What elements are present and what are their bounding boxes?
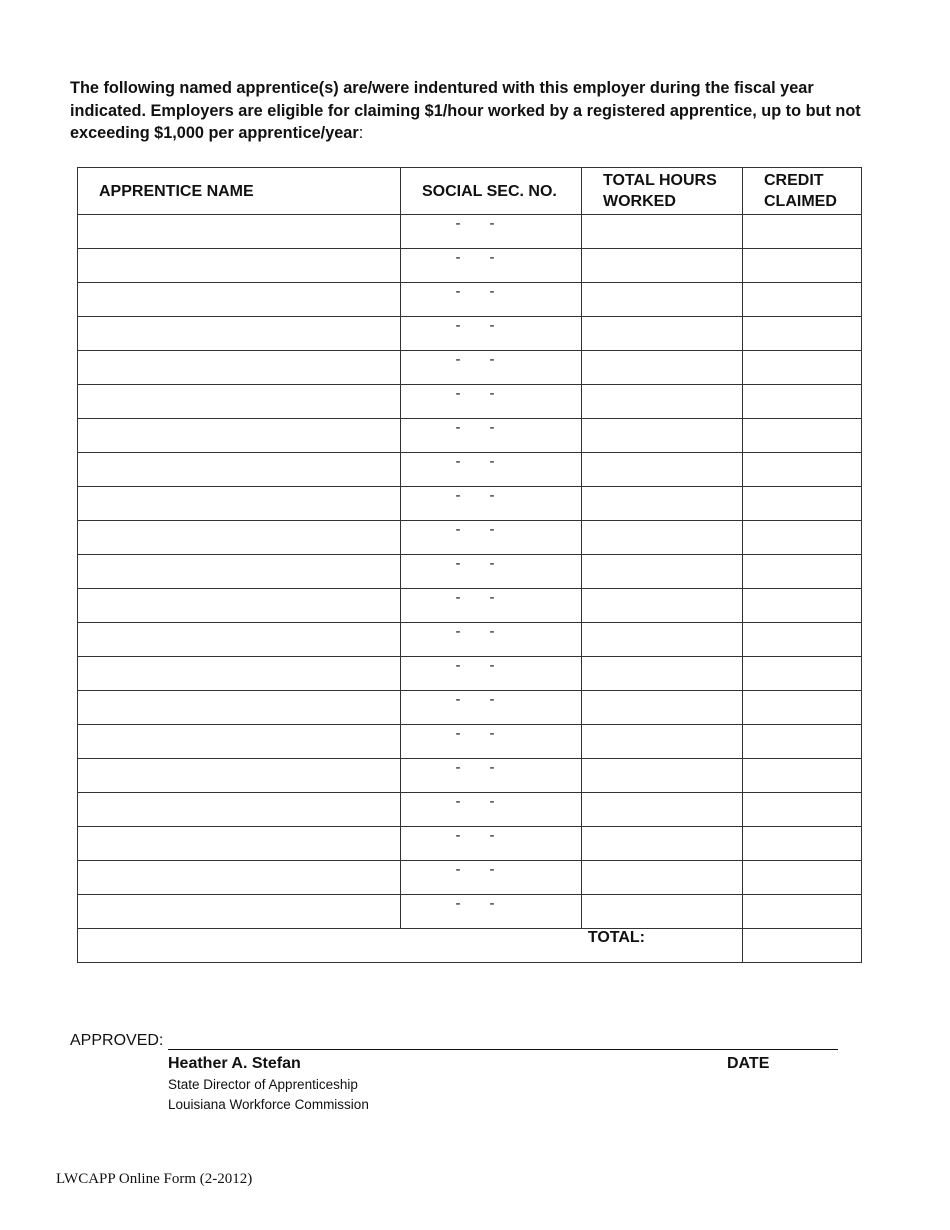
- credit-claimed-field[interactable]: [743, 827, 862, 861]
- ssn-dash: -: [489, 657, 495, 674]
- social-sec-no-field[interactable]: [401, 487, 582, 521]
- credit-claimed-field[interactable]: [743, 419, 862, 453]
- table-row: [78, 521, 862, 555]
- ssn-dash: -: [489, 861, 495, 878]
- total-hours-field[interactable]: [582, 351, 743, 385]
- table-row: [78, 487, 862, 521]
- social-sec-no-field[interactable]: [401, 691, 582, 725]
- social-sec-no-field[interactable]: [401, 521, 582, 555]
- credit-claimed-field[interactable]: [743, 657, 862, 691]
- apprentice-name-field[interactable]: [78, 351, 401, 385]
- ssn-dash: -: [455, 895, 461, 912]
- total-hours-field[interactable]: [582, 453, 743, 487]
- ssn-dash: -: [489, 351, 495, 368]
- intro-paragraph: [70, 77, 890, 145]
- total-hours-field[interactable]: [582, 487, 743, 521]
- ssn-dash: -: [455, 351, 461, 368]
- ssn-dash: -: [455, 861, 461, 878]
- social-sec-no-field[interactable]: [401, 351, 582, 385]
- ssn-dash: -: [455, 215, 461, 232]
- table-row: [78, 453, 862, 487]
- credit-claimed-field[interactable]: [743, 317, 862, 351]
- ssn-dash: -: [455, 249, 461, 266]
- social-sec-no-field[interactable]: [401, 793, 582, 827]
- total-hours-field[interactable]: [582, 657, 743, 691]
- header-social-sec-no: SOCIAL SEC. NO.: [401, 168, 582, 215]
- ssn-dash: -: [455, 691, 461, 708]
- total-hours-field[interactable]: [582, 589, 743, 623]
- ssn-dash: -: [455, 657, 461, 674]
- credit-claimed-field[interactable]: [743, 589, 862, 623]
- total-hours-field[interactable]: [582, 861, 743, 895]
- apprentice-name-field[interactable]: [78, 691, 401, 725]
- header-total-hours-worked: TOTAL HOURS WORKED: [582, 168, 743, 215]
- ssn-dash: -: [455, 487, 461, 504]
- ssn-dash: -: [489, 385, 495, 402]
- social-sec-no-field[interactable]: [401, 861, 582, 895]
- total-hours-field[interactable]: [582, 249, 743, 283]
- social-sec-no-field[interactable]: [401, 725, 582, 759]
- table-row: [78, 215, 862, 249]
- ssn-dash: -: [455, 555, 461, 572]
- ssn-dash: -: [489, 725, 495, 742]
- social-sec-no-field[interactable]: [401, 453, 582, 487]
- credit-claimed-field[interactable]: [743, 793, 862, 827]
- credit-claimed-field[interactable]: [743, 555, 862, 589]
- table-row: [78, 623, 862, 657]
- table-body: [78, 215, 862, 929]
- ssn-dash: -: [489, 521, 495, 538]
- credit-claimed-field[interactable]: [743, 521, 862, 555]
- ssn-dash: -: [455, 385, 461, 402]
- ssn-dash: -: [489, 215, 495, 232]
- credit-claimed-field[interactable]: [743, 215, 862, 249]
- ssn-dash: -: [489, 453, 495, 470]
- credit-claimed-field[interactable]: [743, 351, 862, 385]
- social-sec-no-field[interactable]: [401, 895, 582, 929]
- intro-text: The following named apprentice(s) are/were indentured with this employer during the fiscal year indicated. Employers are eligible for claiming $1/hour worked by a registered apprentice, up to but not exceeding $1,000 per apprentice/year: [70, 79, 861, 142]
- ssn-dash: -: [455, 793, 461, 810]
- apprentice-name-field[interactable]: [78, 793, 401, 827]
- ssn-dash: -: [489, 283, 495, 300]
- apprentice-name-field[interactable]: [78, 895, 401, 929]
- table-row: [78, 283, 862, 317]
- credit-claimed-field[interactable]: [743, 249, 862, 283]
- signer-organization: Louisiana Workforce Commission: [168, 1097, 369, 1112]
- ssn-dash: -: [455, 759, 461, 776]
- social-sec-no-field[interactable]: [401, 589, 582, 623]
- credit-claimed-field[interactable]: [743, 623, 862, 657]
- total-hours-field[interactable]: [582, 555, 743, 589]
- credit-claimed-field[interactable]: [743, 453, 862, 487]
- table-row: [78, 351, 862, 385]
- ssn-dash: -: [489, 487, 495, 504]
- total-hours-field[interactable]: [582, 725, 743, 759]
- social-sec-no-field[interactable]: [401, 215, 582, 249]
- ssn-dash: -: [489, 895, 495, 912]
- ssn-dash: -: [489, 691, 495, 708]
- apprentice-name-field[interactable]: [78, 317, 401, 351]
- header-apprentice-name: APPRENTICE NAME: [78, 168, 401, 215]
- apprentice-name-field[interactable]: [78, 283, 401, 317]
- apprentice-name-field[interactable]: [78, 725, 401, 759]
- ssn-dash: -: [489, 623, 495, 640]
- social-sec-no-field[interactable]: [401, 827, 582, 861]
- total-hours-field[interactable]: [582, 317, 743, 351]
- total-hours-field[interactable]: [582, 215, 743, 249]
- table-row: [78, 759, 862, 793]
- social-sec-no-field[interactable]: [401, 385, 582, 419]
- social-sec-no-field[interactable]: [401, 249, 582, 283]
- apprentice-name-field[interactable]: [78, 521, 401, 555]
- apprentice-name-field[interactable]: [78, 453, 401, 487]
- credit-claimed-field[interactable]: [743, 691, 862, 725]
- ssn-dash: -: [455, 827, 461, 844]
- credit-claimed-field[interactable]: [743, 759, 862, 793]
- table-row: [78, 249, 862, 283]
- table-row: [78, 419, 862, 453]
- signer-name: Heather A. Stefan: [168, 1055, 301, 1072]
- social-sec-no-field[interactable]: [401, 759, 582, 793]
- total-hours-field[interactable]: [582, 521, 743, 555]
- total-hours-field[interactable]: [582, 385, 743, 419]
- apprentice-name-field[interactable]: [78, 759, 401, 793]
- table-row: [78, 691, 862, 725]
- table-header-row: [78, 168, 862, 215]
- ssn-dash: -: [455, 725, 461, 742]
- date-label: DATE: [727, 1055, 770, 1072]
- ssn-dash: -: [455, 317, 461, 334]
- apprentice-name-field[interactable]: [78, 215, 401, 249]
- apprentice-name-field[interactable]: [78, 385, 401, 419]
- signer-title: State Director of Apprenticeship: [168, 1077, 358, 1092]
- total-hours-field[interactable]: [582, 895, 743, 929]
- approved-label: APPROVED:: [70, 1032, 164, 1049]
- credit-claimed-field[interactable]: [743, 861, 862, 895]
- table-row: [78, 317, 862, 351]
- table-row: [78, 895, 862, 929]
- signature-line[interactable]: [168, 1049, 838, 1050]
- table-row: [78, 793, 862, 827]
- apprentice-name-field[interactable]: [78, 657, 401, 691]
- total-credit-field[interactable]: [743, 929, 862, 963]
- ssn-dash: -: [489, 419, 495, 436]
- social-sec-no-field[interactable]: [401, 283, 582, 317]
- table-row: [78, 725, 862, 759]
- ssn-dash: -: [489, 827, 495, 844]
- apprentice-name-field[interactable]: [78, 419, 401, 453]
- ssn-dash: -: [489, 249, 495, 266]
- total-hours-field[interactable]: [582, 759, 743, 793]
- table-row: [78, 385, 862, 419]
- total-hours-field[interactable]: [582, 827, 743, 861]
- table-row: [78, 555, 862, 589]
- ssn-dash: -: [489, 589, 495, 606]
- table-row: [78, 657, 862, 691]
- apprentice-name-field[interactable]: [78, 861, 401, 895]
- ssn-dash: -: [455, 419, 461, 436]
- header-credit-claimed: CREDIT CLAIMED: [743, 168, 862, 215]
- apprentice-name-field[interactable]: [78, 249, 401, 283]
- ssn-dash: -: [489, 317, 495, 334]
- ssn-dash: -: [455, 283, 461, 300]
- total-hours-field[interactable]: [582, 419, 743, 453]
- ssn-dash: -: [455, 521, 461, 538]
- table-row: [78, 589, 862, 623]
- credit-claimed-field[interactable]: [743, 487, 862, 521]
- ssn-dash: -: [489, 555, 495, 572]
- total-label: TOTAL:: [587, 929, 645, 946]
- social-sec-no-field[interactable]: [401, 623, 582, 657]
- apprentice-name-field[interactable]: [78, 487, 401, 521]
- ssn-dash: -: [455, 453, 461, 470]
- credit-claimed-field[interactable]: [743, 283, 862, 317]
- social-sec-no-field[interactable]: [401, 657, 582, 691]
- total-hours-field[interactable]: [582, 623, 743, 657]
- social-sec-no-field[interactable]: [401, 419, 582, 453]
- table-row: [78, 827, 862, 861]
- table-row: [78, 861, 862, 895]
- credit-claimed-field[interactable]: [743, 385, 862, 419]
- intro-colon: :: [358, 124, 364, 142]
- ssn-dash: -: [455, 623, 461, 640]
- total-hours-field[interactable]: [582, 691, 743, 725]
- apprentice-name-field[interactable]: [78, 589, 401, 623]
- total-label-cell: [78, 929, 743, 963]
- total-hours-field[interactable]: [582, 793, 743, 827]
- credit-claimed-field[interactable]: [743, 725, 862, 759]
- apprentice-name-field[interactable]: [78, 555, 401, 589]
- form-id-footer: LWCAPP Online Form (2-2012): [56, 1171, 253, 1187]
- ssn-dash: -: [489, 759, 495, 776]
- total-hours-field[interactable]: [582, 283, 743, 317]
- ssn-dash: -: [455, 589, 461, 606]
- apprentice-table: [77, 167, 862, 963]
- social-sec-no-field[interactable]: [401, 317, 582, 351]
- ssn-dash: -: [489, 793, 495, 810]
- apprentice-name-field[interactable]: [78, 623, 401, 657]
- social-sec-no-field[interactable]: [401, 555, 582, 589]
- total-row: [78, 929, 862, 963]
- apprentice-name-field[interactable]: [78, 827, 401, 861]
- credit-claimed-field[interactable]: [743, 895, 862, 929]
